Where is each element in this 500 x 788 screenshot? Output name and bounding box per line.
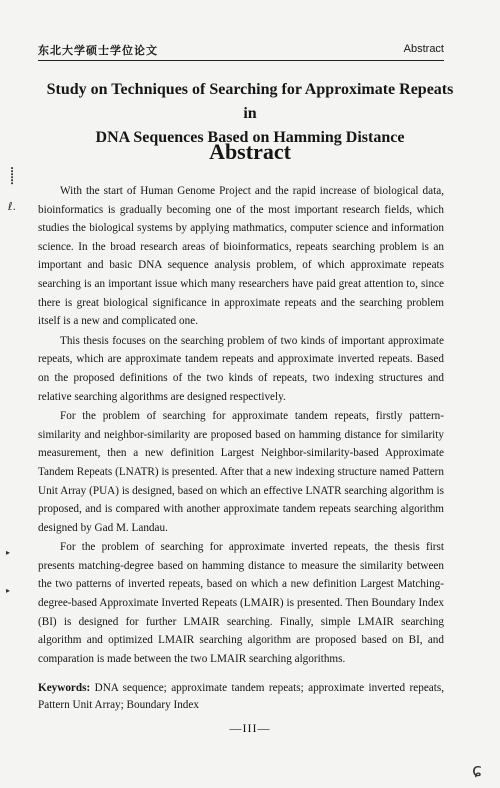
paper-title-line-1: Study on Techniques of Searching for Approximate Repeats in: [46, 81, 454, 122]
page-number: —III—: [229, 721, 271, 735]
header-university-thesis-label: 东北大学硕士学位论文: [38, 44, 158, 57]
abstract-body: [38, 182, 444, 669]
scan-mark-icon: ℓ.: [8, 200, 17, 213]
running-header: [38, 40, 444, 61]
header-section-label: Abstract: [403, 43, 444, 55]
keywords-text: DNA sequence; approximate tandem repeats; approximate inverted repeats, Pattern Unit Array; Boundary Index: [38, 682, 445, 711]
scan-mark-icon: ▸: [6, 586, 11, 595]
scan-mark-icon: ⸽: [10, 166, 15, 185]
keywords: [38, 680, 444, 714]
abstract-paragraph-2: This thesis focuses on the searching problem of two kinds of important approximate repeats, which are approximate tandem repeats and approximate inverted repeats. Based on the proposed definitions of the two kinds of repeats, two indexing structures and relative searching algorithms are designed respectively.: [38, 334, 444, 403]
scan-mark-icon: ▸: [6, 548, 11, 557]
keywords-label: Keywords:: [38, 682, 91, 694]
abstract-paragraph-4: For the problem of searching for approximate inverted repeats, the thesis first presents matching-degree based on hamming distance to measure the similarity between the two patterns of inverted repeats, based on which a new definition Largest Matching-degree-based Approximate Inverted Repeats (LMAIR) is presented. Then Boundary Index (BI) is designed for further LMAIR searching. Finally, simple LMAIR searching algorithm and optimized LMAIR searching algorithm are proposed based on BI, and comparation is made between the two LMAIR searching algorithms.: [38, 541, 444, 665]
paper-title-line-2: DNA Sequences Based on Hamming Distance: [95, 129, 405, 146]
abstract-heading: Abstract: [209, 139, 291, 164]
abstract-paragraph-3: For the problem of searching for approximate tandem repeats, firstly pattern-similarity and neighbor-similarity are proposed based on hamming distance for similarity measurement, then a new definition Largest Neighbor-similarity-based Approximate Tandem Repeats (LNATR) is presented. After that a new indexing structure named Pattern Unit Array (PUA) is designed, based on which an effective LNATR searching algorithm is proposed, and is compared with another approximate tandem repeats searching algorithm designed by Gad M. Landau.: [38, 410, 444, 534]
scan-mark-icon: ɕ: [472, 760, 482, 781]
abstract-paragraph-1: With the start of Human Genome Project and the rapid increase of biological data, bioinformatics is gradually becoming one of the most important research fields, which studies the biological systems by applying mathmatics, computer science and information science. In the broad research areas of bioinformatics, repeats searching problem is an important and basic DNA sequence analysis problem, of which approximate repeats searching is an important issue which many researchers have paid great attention to, since there is great biological significance in approximate repeats and the searching problem itself is a new and complicated one.: [38, 185, 444, 328]
